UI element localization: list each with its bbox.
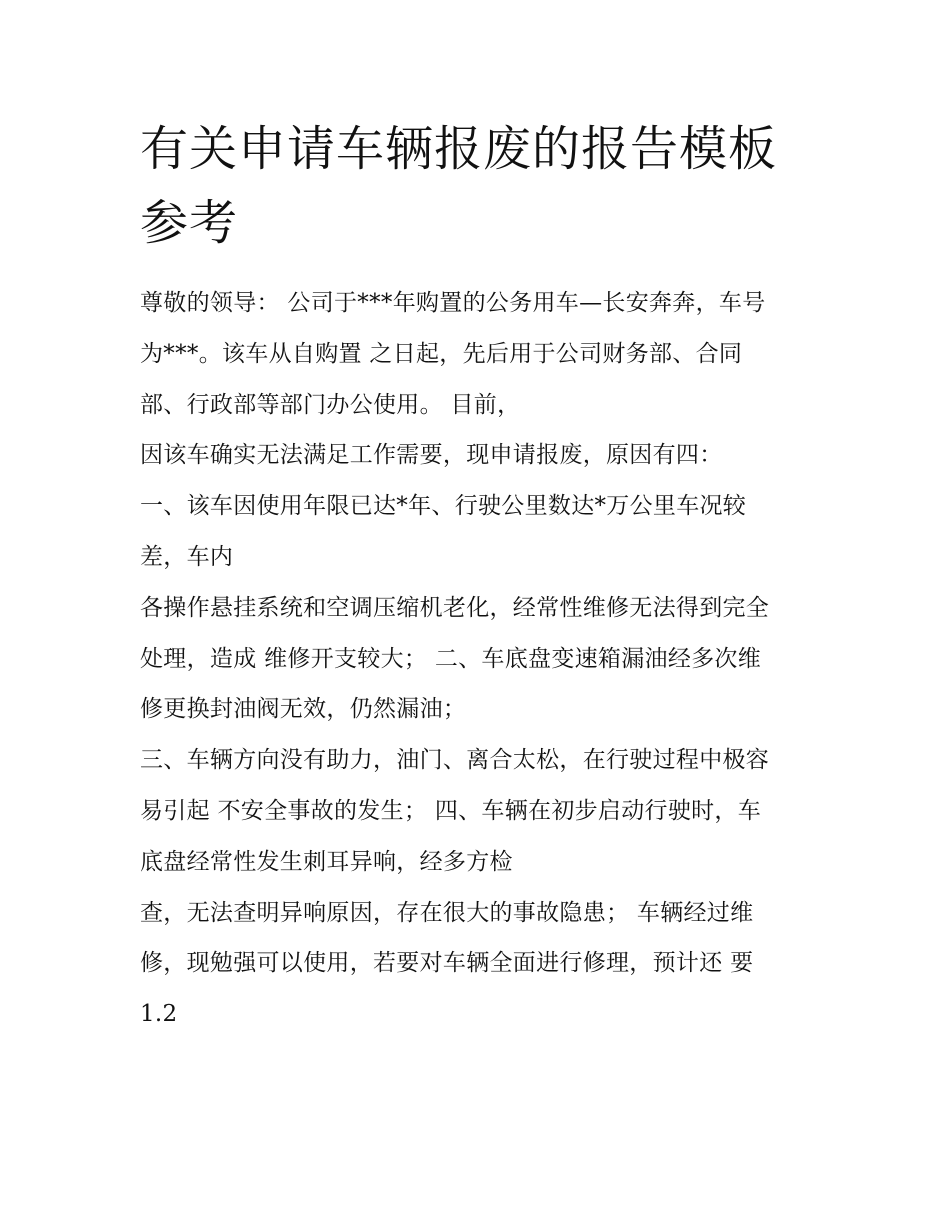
document-body <box>140 278 830 1040</box>
body-line: 1.2 <box>140 1001 178 1028</box>
title-line: 有关申请车辆报废的报告模板 <box>140 121 778 177</box>
body-line: 查，无法查明异响原因，存在很大的事故隐患； 车辆经过维 <box>140 899 754 926</box>
body-line: 部、行政部等部门办公使用。 目前， <box>140 391 521 418</box>
body-line: 为***。该车从自购置 之日起，先后用于公司财务部、合同 <box>140 340 743 367</box>
body-line: 处理，造成 维修开支较大； 二、车底盘变速箱漏油经多次维 <box>140 645 762 672</box>
document-title <box>140 112 820 260</box>
body-line: 各操作悬挂系统和空调压缩机老化，经常性维修无法得到完全 <box>140 594 770 621</box>
body-line: 底盘经常性发生刺耳异响，经多方检 <box>140 848 513 875</box>
body-line: 一、该车因使用年限已达*年、行驶公里数达*万公里车况较 <box>140 493 747 520</box>
body-line: 三、车辆方向没有助力，油门、离合太松，在行驶过程中极容 <box>140 747 770 774</box>
body-line: 修，现勉强可以使用，若要对车辆全面进行修理，预计还 要 <box>140 950 754 977</box>
body-line: 尊敬的领导： 公司于***年购置的公务用车—长安奔奔，车号 <box>140 290 766 316</box>
body-line: 易引起 不安全事故的发生； 四、车辆在初步启动行驶时，车 <box>140 797 762 824</box>
body-line: 因该车确实无法满足工作需要，现申请报废，原因有四： <box>140 442 723 469</box>
title-line: 参考 <box>140 195 239 251</box>
body-line: 修更换封油阀无效，仍然漏油； <box>140 696 467 723</box>
body-line: 差，车内 <box>140 543 234 570</box>
